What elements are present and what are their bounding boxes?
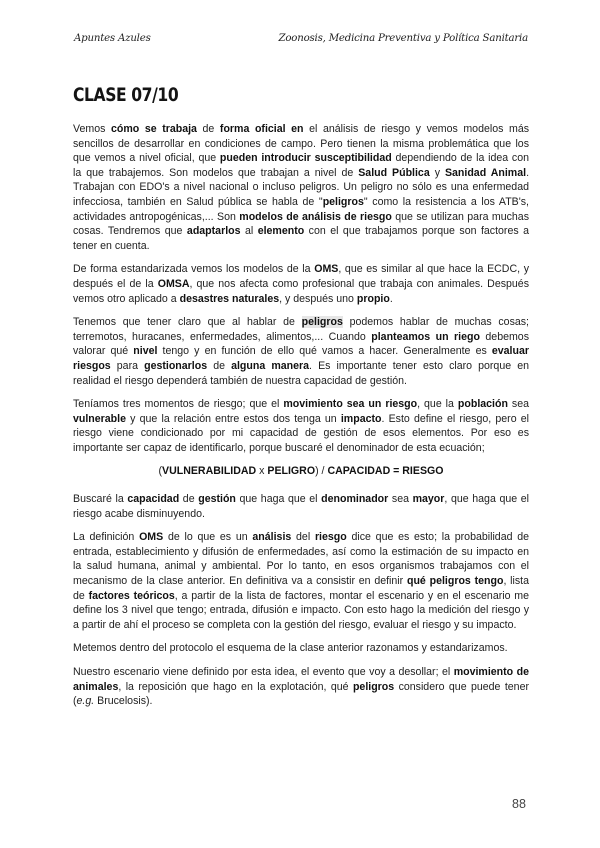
paragraph-4: Teníamos tres momentos de riesgo; que el movimiento sea un riesgo, que la población sea vulnerable y que la relación entre estos dos tenga un impacto. Esto define el riesgo, pero el riesgo viene condicionado por mi capacidad de gestión de esos elementos. Por eso es importante ser capaz de identificarlo, porque buscaré el denominador de esta ecuación; — [73, 398, 529, 454]
running-header-left: Apuntes Azules — [74, 33, 151, 44]
page-title: CLASE 07/10 — [73, 84, 179, 106]
paragraph-6: La definición OMS de lo que es un análisis del riesgo dice que es esto; la probabilidad de entrada, establecimiento y difusión de enfermedades, así como la estimación de su impacto en la salud humana, animal y ambiental. Por lo tanto, en esos organismos trabajamos con el mecanismo de la clase anterior. En definitiva va a consistir en definir qué peligros tengo, lista de factores teóricos, a partir de la lista de factores, montar el escenario y en el escenario me define los 3 nivel que tengo; entrada, difusión e impacto. Con esto hago la medición del riesgo y a partir de ahí el proceso se completa con la gestión del riesgo, evaluar el riesgo y su impacto. — [73, 531, 530, 631]
paragraph-2: De forma estandarizada vemos los modelos de la OMS, que es similar al que hace la ECDC, y después el de la OMSA, que nos afecta como profesional que trabaja con animales. Después vemos otro aplicado a desastres naturales, y después uno propio. — [73, 263, 529, 305]
paragraph-3: Tenemos que tener claro que al hablar de peligros podemos hablar de muchas cosas; terremotos, huracanes, enfermedades, alimentos,... Cuando planteamos un riego debemos valorar qué nivel tengo y en función de ello qué vamos a hacer. Generalmente es evaluar riesgos para gestionarlos de alguna manera. Es importante tener esto claro porque en realidad el riesgo dependerá también de nuestra capacidad de gestión. — [73, 316, 530, 387]
running-header-right: Zoonosis, Medicina Preventiva y Política Sanitaria — [278, 33, 528, 44]
paragraph-1: Vemos cómo se trabaja de forma oficial en el análisis de riesgo y vemos modelos más sencillos de desarrollar en condiciones de campo. Pero tienen la misma problemática que los que vemos a nivel oficial, que pueden introducir susceptibilidad dependiendo de la idea con la que trabajemos. Son modelos que trabajan a nivel de Salud Pública y Sanidad Animal. Trabajan con EDO's a nivel nacional o incluso peligros. Un peligro no sólo es una enfermedad infecciosa, también en Salud pública se habla de "peligros" como la resistencia a los ATB's, actividades antropogénicas,... Son modelos de análisis de riesgo que se utilizan para muchas cosas. Tendremos que adaptarlos al elemento con el que trabajamos porque son factores a tener en cuenta. — [73, 123, 530, 252]
paragraph-8: Nuestro escenario viene definido por esta idea, el evento que voy a desollar; el movimiento de animales, la reposición que hago en la explotación, qué peligros considero que puede tener (e.g. Brucelosis). — [73, 666, 529, 708]
page-number: 88 — [512, 797, 526, 811]
risk-formula: (VULNERABILIDAD x PELIGRO) / CAPACIDAD = RIESGO — [158, 465, 444, 478]
paragraph-5: Buscaré la capacidad de gestión que haga que el denominador sea mayor, que haga que el riesgo acabe disminuyendo. — [73, 493, 529, 520]
body-text — [73, 122, 529, 718]
paragraph-7: Metemos dentro del protocolo el esquema de la clase anterior razonamos y estandarizamos. — [73, 642, 508, 655]
